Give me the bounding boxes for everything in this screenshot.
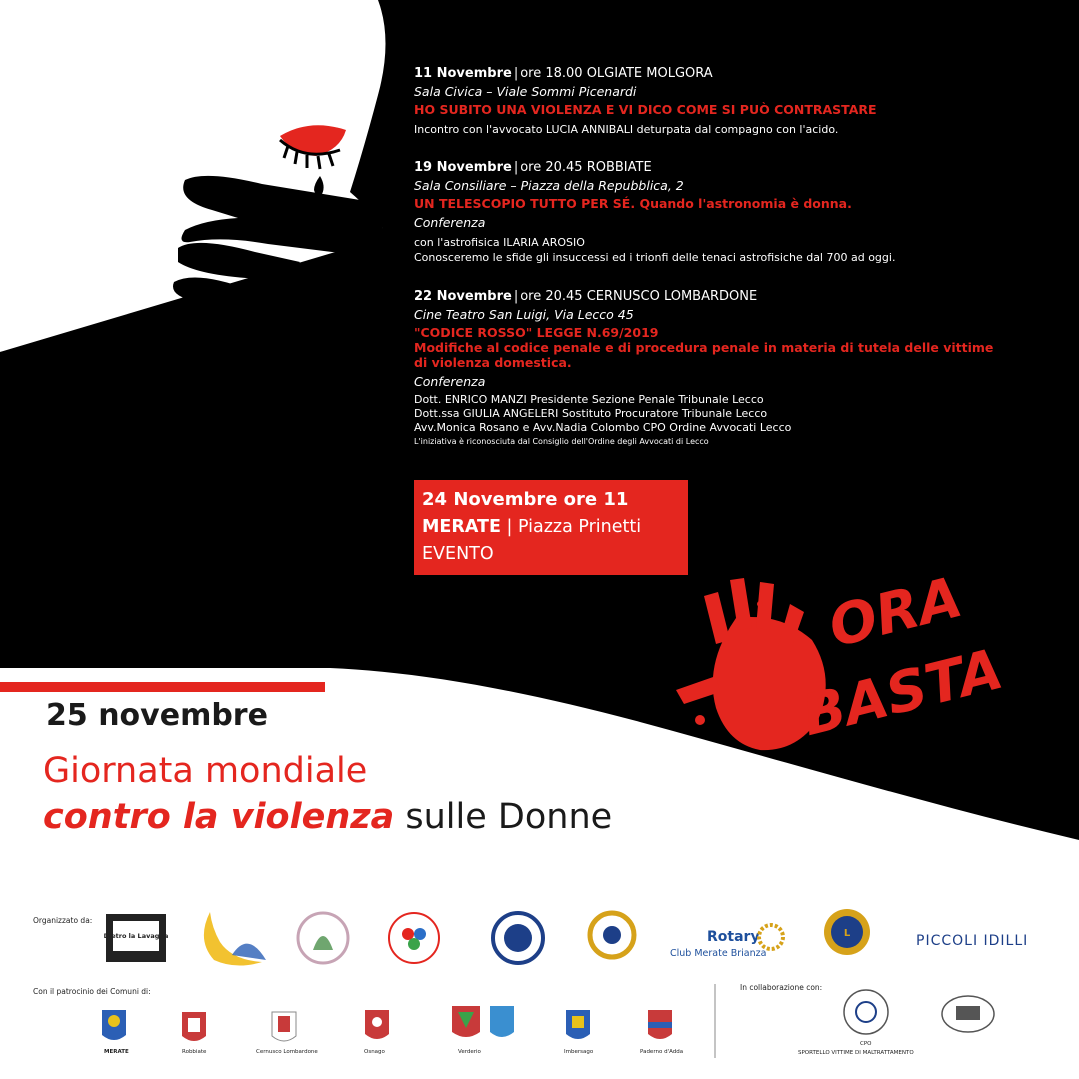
day-subtitle-black: sulle Donne	[405, 797, 613, 837]
event-2-date: 19 Novembre	[414, 160, 512, 175]
event-3-note: L'iniziativa è riconosciuta dal Consiglio dell'Ordine degli Avvocati di Lecco	[414, 437, 709, 446]
event-2-title: UN TELESCOPIO TUTTO PER SÉ. Quando l'astronomia è donna.	[414, 196, 852, 211]
final-event-date: 24 Novembre ore 11	[422, 489, 629, 510]
ordine-avvocati-logo	[844, 990, 888, 1034]
town-verderio: Verderio	[458, 1049, 481, 1055]
event-3-header: 22 Novembre | ore 20.45 CERNUSCO LOMBARDONE	[414, 289, 758, 304]
speaker-1-name: Dott. ENRICO MANZI	[414, 393, 527, 406]
event-1-time-place: ore 18.00 OLGIATE MOLGORA	[520, 66, 713, 81]
event-1-date: 11 Novembre	[414, 66, 512, 81]
event-3-date: 22 Novembre	[414, 289, 512, 304]
final-event-type: EVENTO	[422, 544, 494, 564]
organizers-label: Organizzato da:	[33, 916, 93, 925]
cpo-label: CPO	[860, 1041, 872, 1047]
town-imbersago: Imbersago	[564, 1049, 594, 1055]
town-robbiate: Robbiate	[182, 1049, 207, 1055]
sportello-label: SPORTELLO VITTIME DI MALTRATTAMENTO	[798, 1050, 914, 1056]
svg-text:Dietro la Lavagna: Dietro la Lavagna	[103, 932, 169, 940]
event-1-title: HO SUBITO UNA VIOLENZA E VI DICO COME SI PUÒ CONTRASTARE	[414, 102, 877, 117]
event-3-venue: Cine Teatro San Luigi, Via Lecco 45	[414, 307, 634, 322]
speaker-3-name: Avv.Monica Rosano e Avv.Nadia Colombo	[414, 421, 640, 434]
svg-text:L: L	[843, 928, 851, 939]
event-1-description: Incontro con l'avvocato LUCIA ANNIBALI deturpata dal compagno con l'acido.	[414, 123, 839, 136]
patrons-label: Con il patrocinio dei Comuni di:	[33, 987, 151, 996]
event-3-title-2: Modifiche al codice penale e di procedura penale in materia di tutela delle vittime	[414, 340, 994, 355]
slogan-line-2: BASTA	[795, 636, 1010, 750]
speaker-1-role: Presidente Sezione Penale Tribunale Lecco	[530, 393, 764, 406]
svg-text:PICCOLI IDILLI: PICCOLI IDILLI	[916, 933, 1029, 949]
speaker-2-role: Sostituto Procuratore Tribunale Lecco	[561, 407, 768, 420]
final-event-location: MERATE | Piazza Prinetti	[422, 517, 642, 537]
speaker-3-role: CPO Ordine Avvocati Lecco	[642, 421, 792, 434]
day-subtitle-red: contro la violenza	[43, 797, 395, 837]
day-date: 25 novembre	[46, 698, 268, 733]
event-2-desc-1: con l'astrofisica ILARIA AROSIO	[414, 236, 585, 249]
slogan-line-1: ORA	[822, 564, 969, 661]
final-event-town: MERATE	[422, 517, 501, 537]
event-3-time-place: ore 20.45 CERNUSCO LOMBARDONE	[520, 289, 758, 304]
town-paderno: Paderno d'Adda	[640, 1049, 684, 1055]
town-cernusco: Cernusco Lombardone	[256, 1049, 318, 1055]
final-event-square: Piazza Prinetti	[517, 517, 642, 537]
event-2-time-place: ore 20.45 ROBBIATE	[520, 160, 652, 175]
event-3-type: Conferenza	[414, 374, 486, 389]
town-merate: MERATE	[104, 1049, 129, 1055]
town-osnago: Osnago	[364, 1049, 385, 1055]
svg-text:Rotary: Rotary	[707, 929, 760, 945]
day-title: Giornata mondiale	[43, 751, 368, 791]
event-2-desc-2: Conosceremo le sfide gli insuccessi ed i trionfi delle tenaci astrofisiche dal 700 ad oggi.	[414, 251, 896, 264]
speaker-2-name: Dott.ssa GIULIA ANGELERI	[414, 407, 559, 420]
event-2-venue: Sala Consiliare – Piazza della Repubblica, 2	[414, 178, 684, 193]
event-1-venue: Sala Civica – Viale Sommi Picenardi	[414, 84, 637, 99]
event-3-title-3: di violenza domestica.	[414, 355, 572, 370]
event-2-type: Conferenza	[414, 215, 486, 230]
building-logo	[942, 996, 994, 1032]
svg-text:Club Merate Brianza: Club Merate Brianza	[670, 948, 767, 959]
event-2-header: 19 Novembre | ore 20.45 ROBBIATE	[414, 160, 652, 175]
event-1-header: 11 Novembre | ore 18.00 OLGIATE MOLGORA	[414, 66, 713, 81]
event-3-title-1: "CODICE ROSSO" LEGGE N.69/2019	[414, 325, 659, 340]
collaboration-label: In collaborazione con:	[740, 983, 823, 992]
